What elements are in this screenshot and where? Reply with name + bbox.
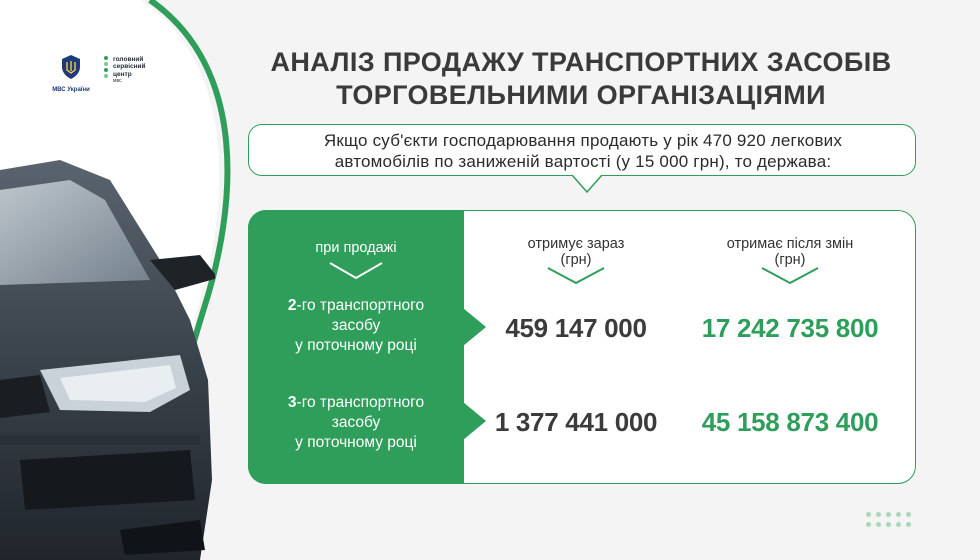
row-1-value-after: 17 242 735 800 [701, 313, 879, 343]
row-1-line3: у поточному році [295, 337, 417, 354]
table-row-header-column [248, 210, 464, 484]
condition-line2: автомобілів по заниженій вартості (у 15 000 грн), то держава: [334, 152, 832, 171]
mvs-caption: МВС України [52, 87, 90, 93]
condition-bubble [248, 124, 916, 176]
title-line1: АНАЛІЗ ПРОДАЖУ ТРАНСПОРТНИХ ЗАСОБІВ [270, 47, 892, 77]
row-label-2 [248, 393, 464, 453]
row-2-line2: засобу [331, 414, 381, 431]
row-2-value-now: 1 377 441 000 [494, 407, 658, 437]
trident-shield-icon [60, 54, 82, 80]
gsc-line3: центр [113, 70, 132, 78]
row-header-label: при продажі [315, 240, 397, 256]
row-2-value-after: 45 158 873 400 [701, 407, 879, 437]
col-now-line1: отримує зараз [527, 236, 625, 252]
row-1-line1: -го транспортного [296, 297, 425, 314]
col-now-line2: (грн) [560, 252, 592, 268]
row-2-line1: -го транспортного [296, 394, 425, 411]
col-header-now [496, 236, 656, 268]
row-2-ordinal: 3 [287, 394, 297, 411]
gsc-dots-icon [104, 56, 109, 80]
row-label-1 [248, 296, 464, 356]
page-title [236, 46, 926, 112]
col-header-after [695, 236, 885, 268]
title-line2: ТОРГОВЕЛЬНИМИ ОРГАНІЗАЦІЯМИ [336, 80, 826, 110]
gsc-sub: мвс [113, 78, 122, 85]
gsc-line2: сервісний [113, 63, 146, 71]
col-after-line2: (грн) [774, 252, 806, 268]
condition-text [249, 130, 917, 172]
row-2-line3: у поточному році [295, 434, 417, 451]
car-image [0, 150, 215, 560]
gsc-line1: головний [113, 56, 144, 63]
col-after-line1: отримає після змін [726, 236, 854, 252]
mvs-logo [52, 54, 90, 93]
row-1-ordinal: 2 [287, 297, 297, 314]
row-1-value-now: 459 147 000 [505, 313, 647, 343]
condition-line1: Якщо суб'єкти господарювання продають у рік 470 920 легкових [323, 131, 843, 150]
row-1-line2: засобу [331, 317, 381, 334]
decorative-dots-icon [866, 512, 918, 530]
gsc-text [113, 56, 146, 86]
